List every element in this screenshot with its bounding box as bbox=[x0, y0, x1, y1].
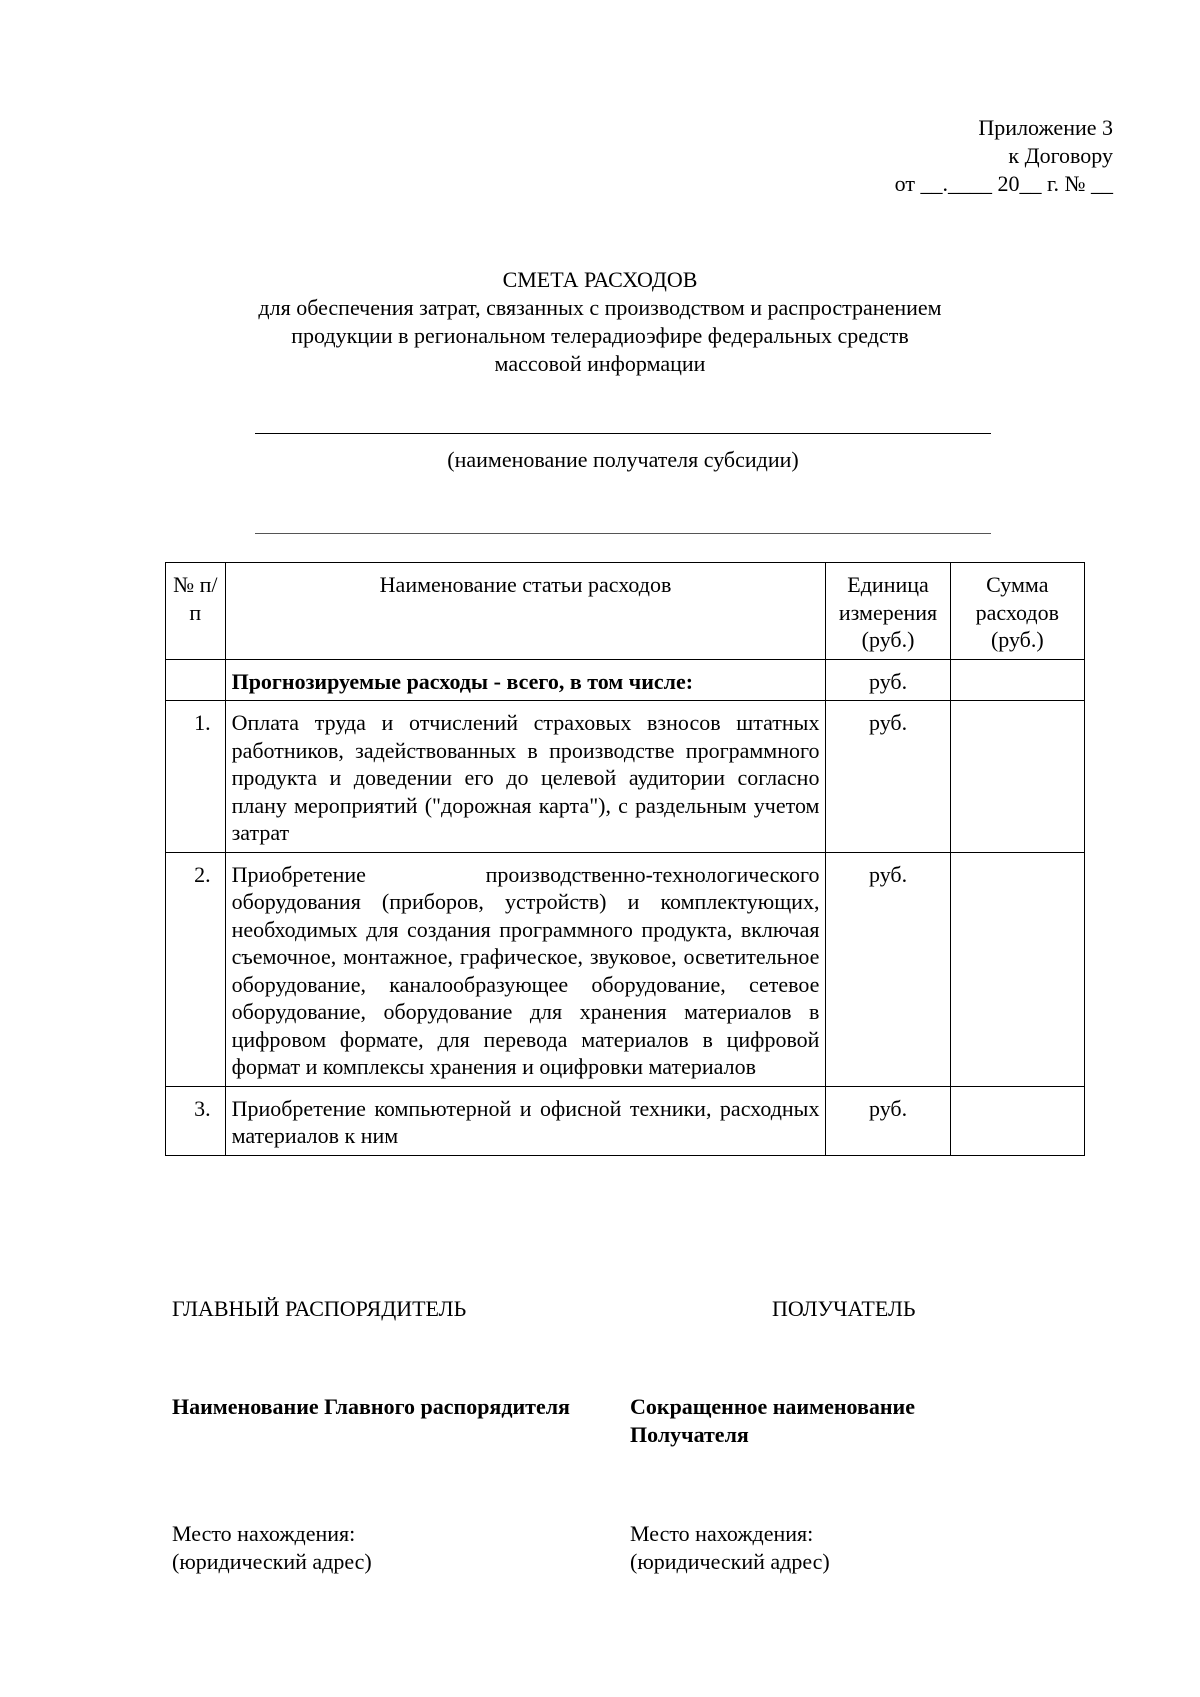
table-row bbox=[166, 852, 1085, 1086]
chief-manager-heading: ГЛАВНЫЙ РАСПОРЯДИТЕЛЬ bbox=[172, 1296, 467, 1321]
header-num: № п/п bbox=[166, 563, 226, 660]
recipient-name: Сокращенное наименование Получателя bbox=[630, 1394, 915, 1447]
appendix-date-number: от __.____ 20__ г. № __ bbox=[894, 171, 1113, 196]
total-sum bbox=[950, 659, 1084, 701]
table-header-row bbox=[166, 563, 1085, 660]
row-num: 2. bbox=[166, 852, 226, 1086]
chief-manager-name: Наименование Главного распорядителя bbox=[172, 1394, 570, 1419]
recipient-name-line bbox=[255, 433, 991, 434]
address-note: (юридический адрес) bbox=[630, 1549, 830, 1574]
expense-table bbox=[165, 562, 1085, 1156]
row-sum bbox=[950, 701, 1084, 853]
appendix-contract: к Договору bbox=[1008, 143, 1113, 168]
table-row bbox=[166, 1086, 1085, 1155]
header-sum: Сумма расходов (руб.) bbox=[950, 563, 1084, 660]
address-note: (юридический адрес) bbox=[172, 1549, 372, 1574]
blank-line bbox=[255, 533, 991, 534]
document-title bbox=[160, 266, 1040, 378]
row-unit: руб. bbox=[826, 852, 950, 1086]
appendix-number: Приложение 3 bbox=[978, 115, 1113, 140]
recipient-address bbox=[630, 1520, 830, 1576]
total-unit: руб. bbox=[826, 659, 950, 701]
address-label: Место нахождения: bbox=[172, 1521, 356, 1546]
title-line-2: продукции в региональном телерадиоэфире федеральных средств bbox=[291, 323, 909, 348]
title-heading: СМЕТА РАСХОДОВ bbox=[502, 267, 698, 292]
row-num: 1. bbox=[166, 701, 226, 853]
chief-manager-address bbox=[172, 1520, 372, 1576]
table-row bbox=[166, 701, 1085, 853]
row-name: Приобретение компьютерной и офисной техники, расходных материалов к ним bbox=[225, 1086, 826, 1155]
row-sum bbox=[950, 852, 1084, 1086]
row-name: Оплата труда и отчислений страховых взносов штатных работников, задействованных в производстве программного продукта и доведении его до целевой аудитории согласно плану мероприятий ("дорожная карта"), с раздельным учетом затрат bbox=[225, 701, 826, 853]
total-row bbox=[166, 659, 1085, 701]
row-unit: руб. bbox=[826, 1086, 950, 1155]
recipient-heading: ПОЛУЧАТЕЛЬ bbox=[772, 1296, 916, 1321]
total-name: Прогнозируемые расходы - всего, в том числе: bbox=[225, 659, 826, 701]
header-name: Наименование статьи расходов bbox=[225, 563, 826, 660]
appendix-reference bbox=[895, 114, 1113, 198]
address-label: Место нахождения: bbox=[630, 1521, 814, 1546]
title-line-3: массовой информации bbox=[494, 351, 706, 376]
recipient-caption: (наименование получателя субсидии) bbox=[447, 447, 799, 472]
row-sum bbox=[950, 1086, 1084, 1155]
header-unit: Единица измерения (руб.) bbox=[826, 563, 950, 660]
total-num bbox=[166, 659, 226, 701]
row-name: Приобретение производственно-технологического оборудования (приборов, устройств) и комплектующих, необходимых для создания программного продукта, включая съемочное, монтажное, графическое, звуковое, осветительное оборудование, каналообразующее оборудование, сетевое оборудование, оборудование для хранения материалов в цифровом формате, для перевода материалов в цифровой формат и комплексы хранения и оцифровки материалов bbox=[225, 852, 826, 1086]
row-unit: руб. bbox=[826, 701, 950, 853]
title-line-1: для обеспечения затрат, связанных с производством и распространением bbox=[258, 295, 942, 320]
row-num: 3. bbox=[166, 1086, 226, 1155]
